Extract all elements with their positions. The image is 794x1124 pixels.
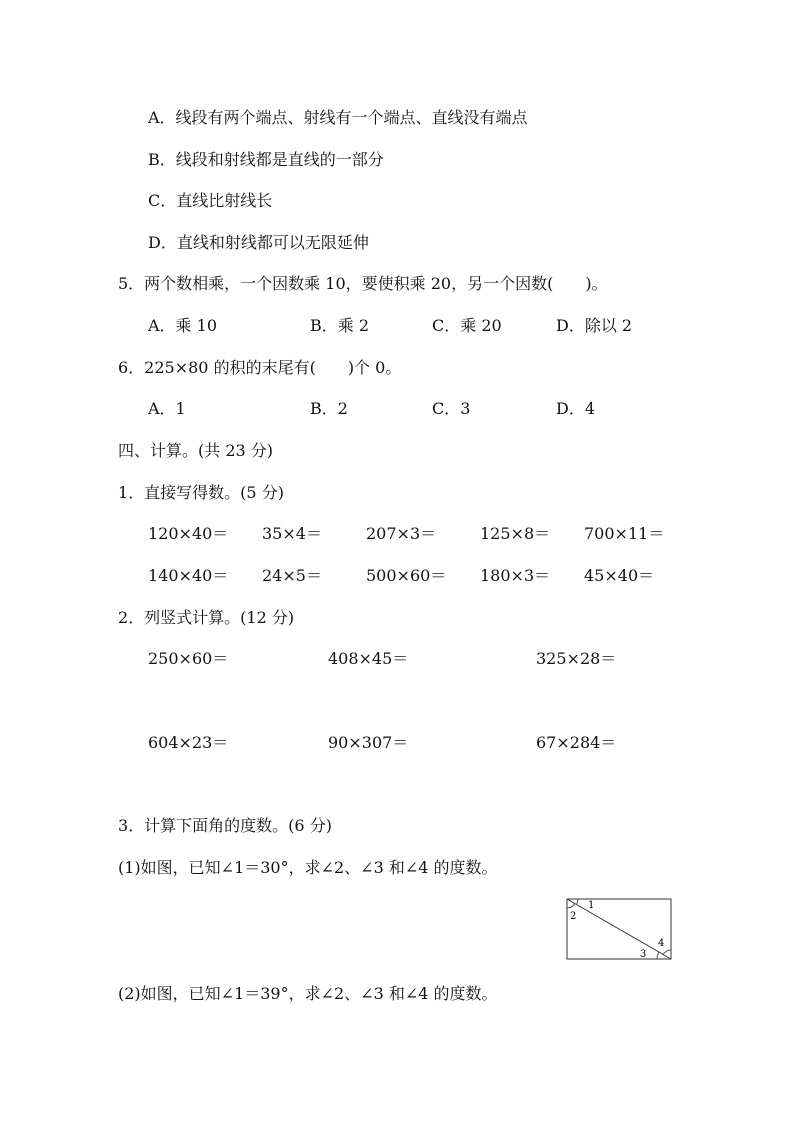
- label-2: 2: [570, 911, 577, 922]
- oral-calc-9: 180×3＝: [480, 566, 551, 585]
- oral-calc-4: 125×8＝: [480, 524, 551, 543]
- q6-option-b: B．2: [310, 399, 348, 418]
- q4-option-d: D．直线和射线都可以无限延伸: [148, 233, 369, 252]
- angle1-arc: [577, 899, 579, 905]
- vertical-calc-6: 67×284＝: [536, 733, 617, 752]
- angle2-arc: [567, 904, 575, 909]
- angle-figure: [564, 896, 674, 962]
- part3-sub2: (2)如图，已知∠1＝39°，求∠2、∠3 和∠4 的度数。: [118, 984, 498, 1003]
- q6-option-a: A．1: [148, 399, 186, 418]
- label-4: 4: [658, 938, 665, 949]
- q5-option-b: B．乘 2: [310, 316, 370, 335]
- q5-stem: 5．两个数相乘，一个因数乘 10，要使积乘 20，另一个因数( )。: [118, 274, 608, 293]
- vertical-calc-4: 604×23＝: [148, 733, 229, 752]
- q4-option-b: B．线段和射线都是直线的一部分: [148, 150, 384, 169]
- part3-sub1: (1)如图，已知∠1＝30°，求∠2、∠3 和∠4 的度数。: [118, 858, 498, 877]
- oral-calc-2: 35×4＝: [262, 524, 322, 543]
- q5-option-d: D．除以 2: [556, 316, 633, 335]
- label-1: 1: [588, 900, 595, 911]
- oral-calc-10: 45×40＝: [584, 566, 655, 585]
- q5-option-c: C．乘 20: [432, 316, 502, 335]
- vertical-calc-2: 408×45＝: [328, 649, 409, 668]
- oral-calc-8: 500×60＝: [366, 566, 447, 585]
- oral-calc-5: 700×11＝: [584, 524, 665, 543]
- angle3-arc: [657, 952, 659, 959]
- vertical-calc-5: 90×307＝: [328, 733, 409, 752]
- oral-calc-3: 207×3＝: [366, 524, 437, 543]
- vertical-calc-3: 325×28＝: [536, 649, 617, 668]
- part3-title: 3．计算下面角的度数。(6 分): [118, 816, 332, 835]
- q4-option-a: A．线段有两个端点、射线有一个端点、直线没有端点: [148, 108, 528, 127]
- q6-option-d: D．4: [556, 399, 596, 418]
- angle4-arc: [663, 950, 671, 955]
- q4-option-c: C．直线比射线长: [148, 191, 273, 210]
- oral-calc-6: 140×40＝: [148, 566, 229, 585]
- part2-title: 2．列竖式计算。(12 分): [118, 608, 295, 627]
- oral-calc-1: 120×40＝: [148, 524, 229, 543]
- oral-calc-7: 24×5＝: [262, 566, 322, 585]
- section4-title: 四、计算。(共 23 分): [118, 441, 274, 460]
- part1-title: 1．直接写得数。(5 分): [118, 483, 284, 502]
- vertical-calc-1: 250×60＝: [148, 649, 229, 668]
- q6-stem: 6．225×80 的积的末尾有( )个 0。: [118, 358, 402, 377]
- label-3: 3: [640, 949, 647, 960]
- q6-option-c: C．3: [432, 399, 471, 418]
- q5-option-a: A．乘 10: [148, 316, 218, 335]
- figure-diagonal: [567, 899, 671, 959]
